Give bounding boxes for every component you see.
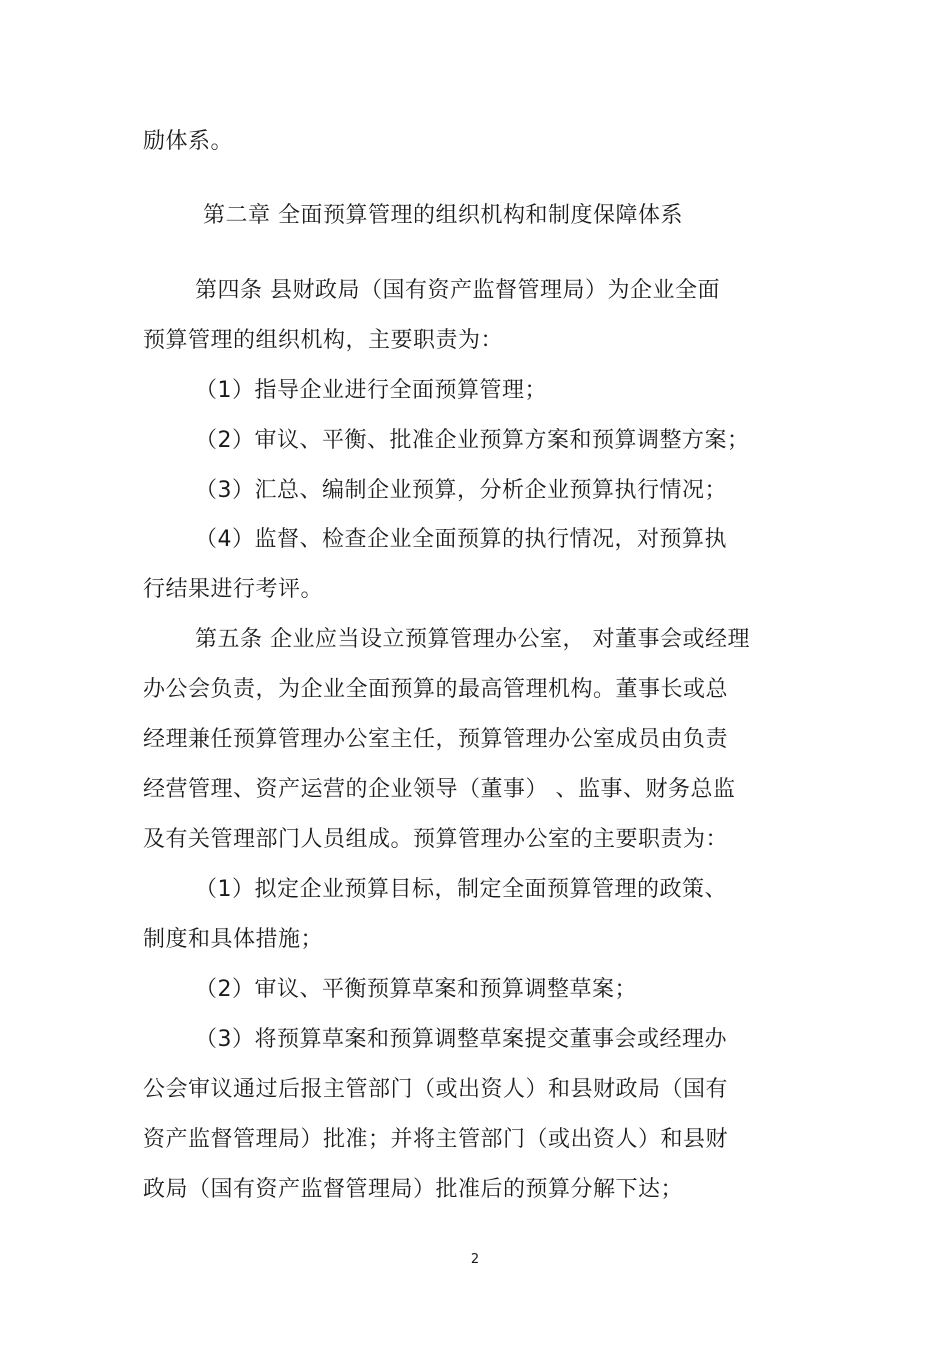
text-line-7: （3）汇总、编制企业预算，分析企业预算执行情况； (195, 478, 727, 503)
text-line-19: 公会审议通过后报主管部门（或出资人）和县财政局（国有 (143, 1077, 729, 1102)
text-line-4: 预算管理的组织机构，主要职责为： (143, 328, 504, 353)
page-number: 2 (470, 1252, 480, 1267)
text-line-13: 经营管理、资产运营的企业领导（董事） 、监事、财务总监 (143, 777, 736, 802)
text-line-9: 行结果进行考评。 (143, 577, 324, 602)
text-line-5: （1）指导企业进行全面预算管理； (195, 378, 547, 403)
text-line-1: 励体系。 (143, 129, 234, 154)
text-line-16: 制度和具体措施； (143, 927, 324, 952)
text-line-12: 经理兼任预算管理办公室主任，预算管理办公室成员由负责 (143, 727, 729, 752)
text-line-15: （1）拟定企业预算目标，制定全面预算管理的政策、 (195, 877, 727, 902)
text-line-11: 办公会负责，为企业全面预算的最高管理机构。董事长或总 (143, 677, 729, 702)
text-line-18: （3）将预算草案和预算调整草案提交董事会或经理办 (195, 1027, 727, 1052)
text-line-20: 资产监督管理局）批准；并将主管部门（或出资人）和县财 (143, 1127, 729, 1152)
text-line-6: （2）审议、平衡、批准企业预算方案和预算调整方案； (195, 428, 750, 453)
text-line-21: 政局（国有资产监督管理局）批准后的预算分解下达； (143, 1177, 684, 1202)
chapter-heading: 第二章 全面预算管理的组织机构和制度保障体系 (203, 203, 683, 228)
text-line-8: （4）监督、检查企业全面预算的执行情况，对预算执 (195, 527, 727, 552)
text-line-14: 及有关管理部门人员组成。预算管理办公室的主要职责为： (143, 827, 729, 852)
text-line-3: 第四条 县财政局（国有资产监督管理局）为企业全面 (195, 278, 720, 303)
text-line-17: （2）审议、平衡预算草案和预算调整草案； (195, 977, 637, 1002)
text-line-10: 第五条 企业应当设立预算管理办公室， 对董事会或经理 (195, 627, 750, 652)
